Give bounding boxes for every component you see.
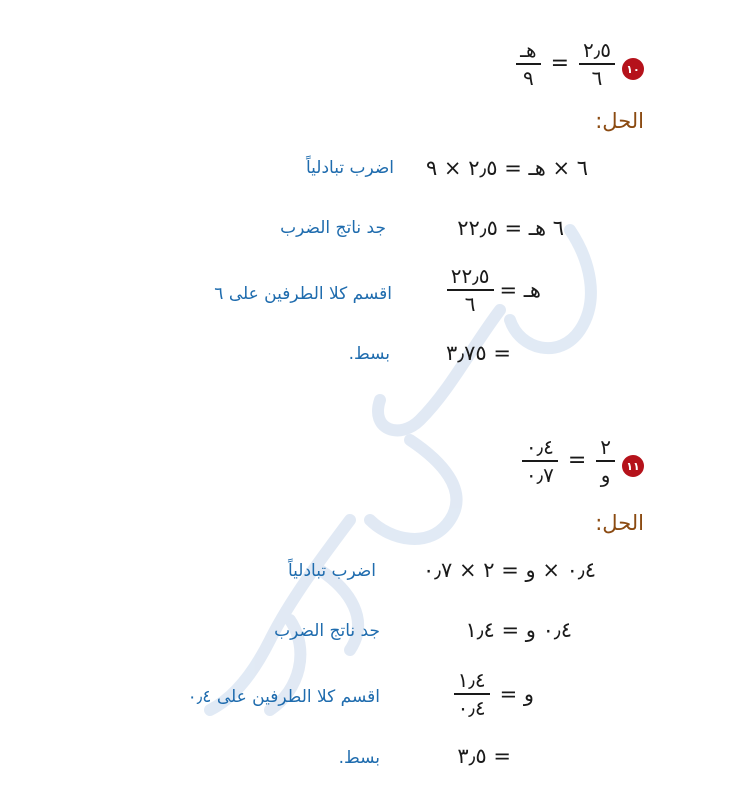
fraction-numerator: ٢	[600, 435, 611, 459]
fraction-denominator: ٦	[591, 65, 603, 90]
fraction	[522, 437, 558, 485]
fraction-denominator: ٦	[464, 291, 476, 316]
step-equation: ٠٫٤ و = ١٫٤	[465, 618, 572, 642]
fraction-denominator: و	[600, 462, 611, 487]
fraction-denominator: ٩	[523, 65, 534, 90]
fraction	[596, 437, 615, 485]
equals-sign: =	[550, 51, 570, 77]
step-fraction-equation	[454, 670, 534, 718]
step-note: بسط.	[348, 344, 390, 364]
problem-number-badge: ١٠	[622, 58, 644, 80]
step-equation: ٦ × هـ = ٢٫٥ × ٩	[425, 156, 588, 180]
step-note: اقسم كلا الطرفين على ٠٫٤	[187, 687, 380, 707]
step-equation: ٦ هـ = ٢٢٫٥	[457, 216, 564, 240]
step-note: اقسم كلا الطرفين على ٦	[214, 284, 392, 304]
problem-number-badge: ١١	[622, 455, 644, 477]
fraction-denominator: ٠٫٧	[525, 462, 554, 487]
step-note: جد ناتج الضرب	[280, 218, 386, 238]
step-equation: ٠٫٤ × و = ٢ × ٠٫٧	[422, 558, 596, 582]
fraction	[516, 40, 540, 88]
step-note: اضرب تبادلياً	[305, 158, 394, 178]
fraction-numerator: ٠٫٤	[525, 435, 554, 459]
step-lhs: و =	[499, 681, 534, 706]
step-note: اضرب تبادلياً	[287, 561, 376, 581]
equals-sign: =	[567, 448, 587, 474]
problem-equation	[520, 437, 615, 485]
step-equation: = ٣٫٧٥	[446, 341, 511, 365]
solution-label: الحل:	[595, 511, 644, 535]
step-fraction-equation	[447, 266, 541, 314]
fraction	[454, 670, 490, 718]
fraction	[447, 266, 494, 314]
fraction-denominator: ٠٫٤	[457, 695, 486, 720]
fraction	[579, 40, 615, 88]
fraction-numerator: ٢٫٥	[583, 38, 611, 62]
step-note: بسط.	[338, 748, 380, 768]
step-note: جد ناتج الضرب	[274, 621, 380, 641]
step-lhs: هـ =	[499, 277, 541, 302]
fraction-numerator: ١٫٤	[457, 668, 486, 692]
step-equation: = ٣٫٥	[457, 744, 511, 768]
fraction-numerator: هـ	[520, 38, 537, 62]
fraction-numerator: ٢٢٫٥	[450, 264, 490, 288]
problem-equation	[520, 40, 615, 88]
solution-label: الحل:	[595, 109, 644, 133]
